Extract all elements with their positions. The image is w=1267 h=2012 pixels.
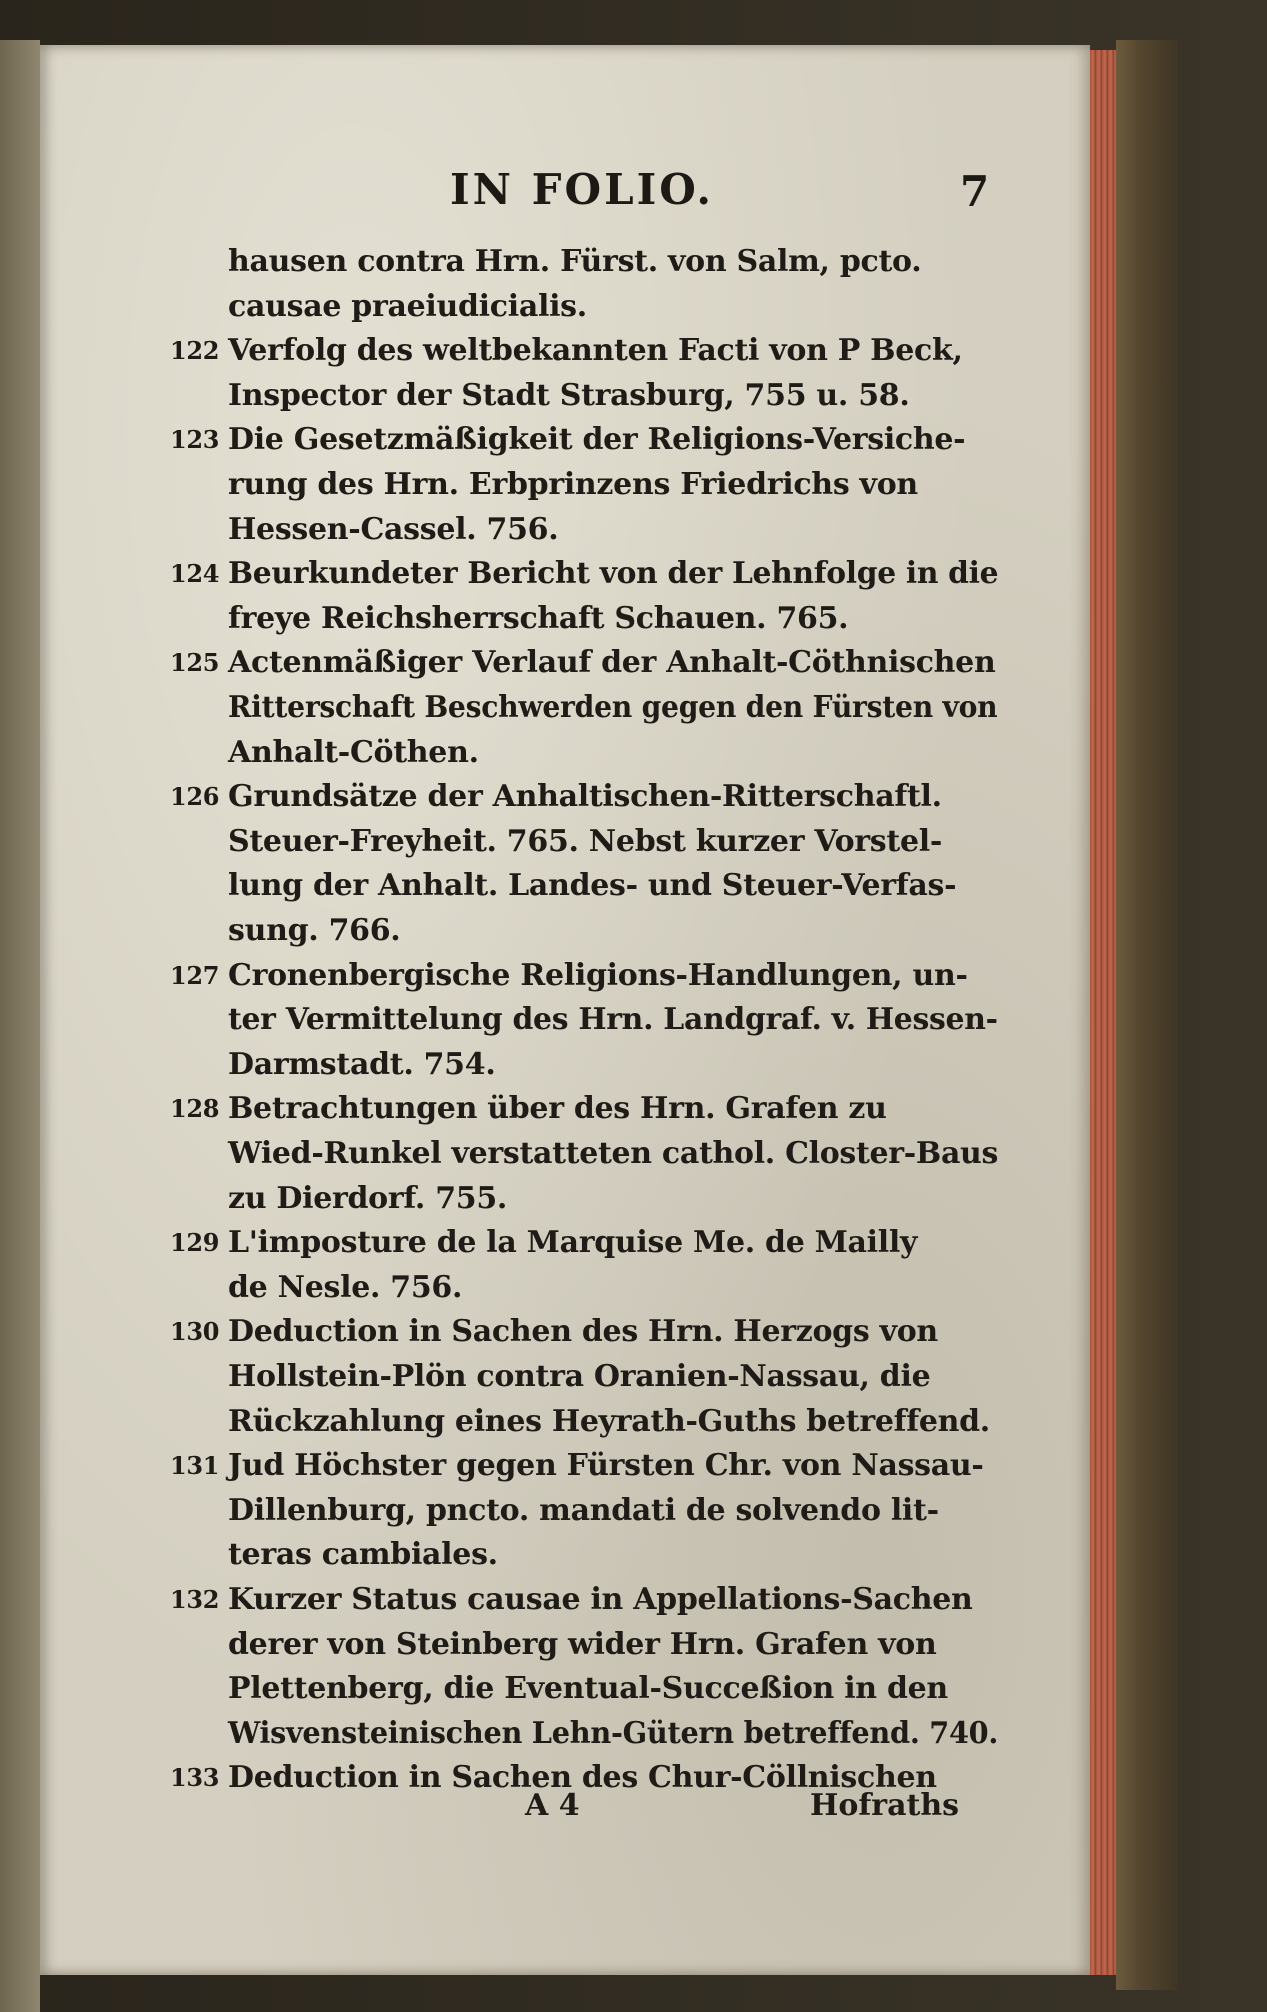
entry-text: Jud Höchster gegen Fürsten Chr. von Nassau-: [228, 1448, 984, 1484]
text-line: [40, 1487, 1090, 1535]
entry-text: Hollstein-Plön contra Oranien-Nassau, die: [228, 1359, 931, 1394]
page-number: 7: [960, 167, 990, 216]
entry-number: 130: [170, 1317, 220, 1347]
entry-number: 131: [170, 1451, 220, 1481]
entry-text: Betrachtungen über des Hrn. Grafen zu: [228, 1091, 887, 1127]
text-line: [40, 1398, 1090, 1446]
facing-page-edge: [0, 40, 40, 2012]
text-line: [40, 1219, 1090, 1267]
entry-number: 128: [170, 1094, 220, 1124]
text-line: [40, 372, 1090, 420]
text-line: [40, 773, 1090, 821]
entry-text: Darmstadt. 754.: [228, 1046, 496, 1082]
text-line: [40, 996, 1090, 1044]
text-line: [40, 639, 1090, 687]
entry-text: Rückzahlung eines Heyrath-Guths betreffend.: [228, 1403, 990, 1439]
entry-text: teras cambiales.: [228, 1537, 498, 1573]
entry-text: Ritterschaft Beschwerden gegen den Fürsten von: [228, 690, 998, 725]
entry-text: Dillenburg, pncto. mandati de solvendo lit-: [228, 1492, 939, 1528]
text-line: [40, 595, 1090, 643]
red-page-edge: [1090, 50, 1116, 1975]
text-line: [40, 1353, 1090, 1401]
entry-text: Wied-Runkel verstatteten cathol. Closter-Baus: [228, 1136, 999, 1171]
text-line: [40, 729, 1090, 777]
text-line: [40, 1576, 1090, 1624]
entry-text: hausen contra Hrn. Fürst. von Salm, pcto.: [228, 244, 922, 279]
text-line: [40, 1710, 1090, 1758]
entry-text: Cronenbergische Religions-Handlungen, un-: [228, 957, 968, 993]
entry-text: Deduction in Sachen des Chur-Cöllnischen: [228, 1760, 937, 1796]
text-line: [40, 1041, 1090, 1089]
entry-text: Die Gesetzmäßigkeit der Religions-Versiche-: [228, 422, 966, 458]
entry-text: Kurzer Status causae in Appellations-Sachen: [228, 1582, 973, 1617]
entry-text: freye Reichsherrschaft Schauen. 765.: [228, 600, 849, 636]
text-line: [40, 684, 1090, 732]
entry-text: Beurkundeter Bericht von der Lehnfolge in die: [228, 556, 999, 592]
entry-text: lung der Anhalt. Landes- und Steuer-Verfas-: [228, 868, 957, 904]
entry-text: Wisvensteinischen Lehn-Gütern betreffend. 740.: [228, 1715, 999, 1751]
entry-text: Hessen-Cassel. 756.: [228, 511, 559, 547]
entry-text: Deduction in Sachen des Hrn. Herzogs von: [228, 1314, 938, 1350]
text-line: [40, 1085, 1090, 1133]
text-line: [40, 952, 1090, 1000]
text-line: [40, 1531, 1090, 1579]
entry-text: Inspector der Stadt Strasburg, 755 u. 58.: [228, 377, 910, 413]
entry-text: derer von Steinberg wider Hrn. Grafen von: [228, 1626, 937, 1662]
text-line: [40, 907, 1090, 955]
catchword: Hofraths: [810, 1788, 960, 1823]
running-header: [40, 165, 1090, 225]
entry-text: Verfolg des weltbekannten Facti von P Beck,: [228, 333, 963, 369]
text-line: [40, 550, 1090, 598]
entry-number: 124: [170, 559, 220, 589]
entry-number: 122: [170, 336, 220, 366]
entry-number: 125: [170, 648, 220, 678]
text-line: [40, 1175, 1090, 1223]
entry-number: 129: [170, 1228, 220, 1258]
entry-text: zu Dierdorf. 755.: [228, 1180, 508, 1216]
entry-number: 132: [170, 1585, 220, 1614]
text-line: [40, 1264, 1090, 1312]
text-line: [40, 1442, 1090, 1490]
entry-number: 133: [170, 1763, 220, 1793]
entry-number: 127: [170, 960, 220, 990]
signature-mark: A 4: [525, 1788, 580, 1823]
entry-text: L'imposture de la Marquise Me. de Mailly: [228, 1225, 918, 1261]
entry-text: Plettenberg, die Eventual-Succeßion in den: [228, 1671, 948, 1707]
entry-text: ter Vermittelung des Hrn. Landgraf. v. Hessen-: [228, 1002, 998, 1038]
entry-text: Actenmäßiger Verlauf der Anhalt-Cöthnischen: [228, 645, 996, 681]
text-line: [40, 327, 1090, 375]
text-line: [40, 818, 1090, 866]
entry-text: sung. 766.: [228, 913, 401, 948]
text-line: [40, 416, 1090, 464]
entry-text: rung des Hrn. Erbprinzens Friedrichs von: [228, 467, 918, 502]
text-line: [40, 506, 1090, 554]
entry-number: 123: [170, 425, 220, 455]
page-title: IN FOLIO.: [450, 165, 714, 214]
entry-text: Grundsätze der Anhaltischen-Ritterschaftl.: [228, 779, 942, 815]
book-cover-edge: [1116, 40, 1178, 1990]
text-line: [40, 1308, 1090, 1356]
entry-number: 126: [170, 782, 220, 812]
text-line: [40, 283, 1090, 331]
entry-text: Anhalt-Cöthen.: [228, 734, 479, 770]
text-line: [40, 238, 1090, 286]
entry-text: causae praeiudicialis.: [228, 288, 587, 324]
page-footer: [40, 1788, 1090, 1838]
text-line: [40, 461, 1090, 509]
text-line: [40, 1621, 1090, 1669]
text-line: [40, 1665, 1090, 1713]
text-line: [40, 862, 1090, 910]
entry-text: de Nesle. 756.: [228, 1269, 463, 1305]
entry-text: Steuer-Freyheit. 765. Nebst kurzer Vorstel-: [228, 823, 942, 859]
text-line: [40, 1130, 1090, 1178]
